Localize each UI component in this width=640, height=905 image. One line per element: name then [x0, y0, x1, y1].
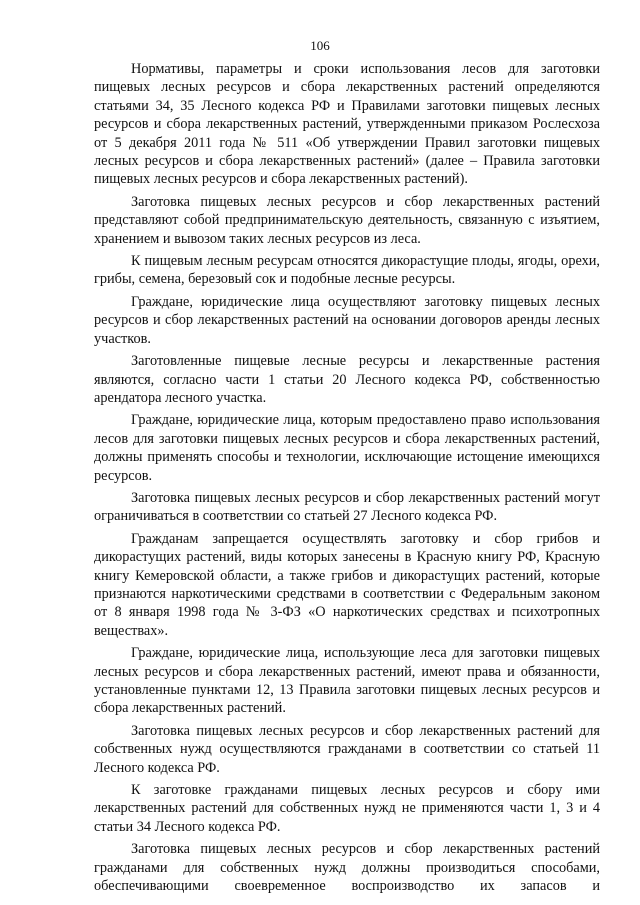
paragraph-own-needs: Заготовка пищевых лесных ресурсов и сбор лекарственных растений для собственных нужд осуществляются гражданами в соответствии со статьей 11 Лесного кодекса РФ.	[94, 722, 600, 776]
paragraph-prohibitions: Гражданам запрещается осуществлять заготовку и сбор грибов и дикорастущих растений, виды которых занесены в Красную книгу РФ, Красную книгу Кемеровской области, а также грибов и дикорастущих растений, которые признаются наркотическими средствами в соответствии с Федеральным законом от 8 января 1998 года № 3-ФЗ «О наркотических средствах и психотропных веществах».	[94, 530, 600, 639]
paragraph-restrictions: Заготовка пищевых лесных ресурсов и сбор лекарственных растений могут ограничиваться в соответствии со статьей 27 Лесного кодекса РФ.	[94, 489, 600, 525]
paragraph-own-needs-methods: Заготовка пищевых лесных ресурсов и сбор лекарственных растений гражданами для собственных нужд должны производиться способами, обеспечивающими своевременное воспроизводство их запасов и	[94, 841, 600, 895]
document-body	[94, 60, 600, 895]
paragraph-harvesting-definition: Заготовка пищевых лесных ресурсов и сбор лекарственных растений представляют собой предпринимательскую деятельность, связанную с изъятием, хранением и вывозом таких лесных ресурсов из леса.	[94, 193, 600, 247]
paragraph-exemptions: К заготовке гражданами пищевых лесных ресурсов и сбору ими лекарственных растений для собственных нужд не применяются части 1, 3 и 4 статьи 34 Лесного кодекса РФ.	[94, 782, 600, 835]
paragraph-forest-use-norms: Нормативы, параметры и сроки использования лесов для заготовки пищевых лесных ресурсов и сбора лекарственных растений определяются статьями 34, 35 Лесного кодекса РФ и Правилами заготовки пищевых лесных ресурсов и сбора лекарственных растений, утвержденными приказом Рослесхоза от 5 декабря 2011 года № 511 «Об утверждении Правил заготовки пищевых лесных ресурсов и сбора лекарственных растений» (далее – Правила заготовки пищевых лесных ресурсов и сбора лекарственных растений).	[94, 61, 600, 188]
paragraph-rights-duties: Граждане, юридические лица, использующие леса для заготовки пищевых лесных ресурсов и сбора лекарственных растений, имеют права и обязанности, установленные пунктами 12, 13 Правила заготовки пищевых лесных ресурсов и сбора лекарственных растений.	[94, 645, 600, 717]
paragraph-food-resources: К пищевым лесным ресурсам относятся дикорастущие плоды, ягоды, орехи, грибы, семена, березовый сок и подобные лесные ресурсы.	[94, 253, 600, 288]
paragraph-ownership: Заготовленные пищевые лесные ресурсы и лекарственные растения являются, согласно части 1 статьи 20 Лесного кодекса РФ, собственностью арендатора лесного участка.	[94, 353, 600, 406]
paragraph-sustainable-methods: Граждане, юридические лица, которым предоставлено право использования лесов для заготовки пищевых лесных ресурсов и сбора лекарственных растений, должны применять способы и технологии, исключающие истощение имеющихся ресурсов.	[94, 412, 600, 484]
paragraph-lease-basis: Граждане, юридические лица осуществляют заготовку пищевых лесных ресурсов и сбор лекарственных растений на основании договоров аренды лесных участков.	[94, 293, 600, 347]
page-number: 106	[310, 38, 330, 53]
